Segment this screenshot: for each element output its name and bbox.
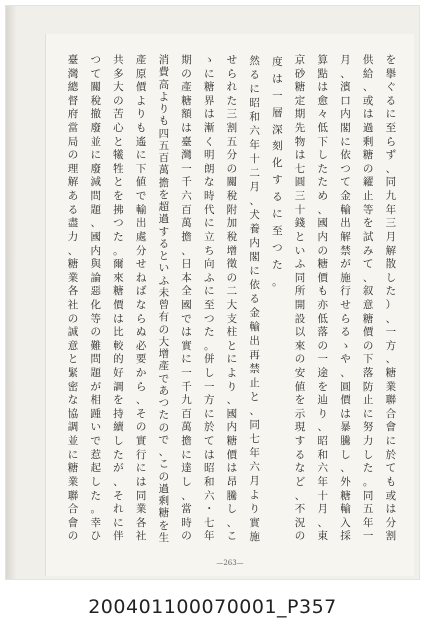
- text-column: 臺 灣 總 督 府 當 局 の 理 解 あ る 盡 力 、 糖 業 各 社 の 誠 意 と 緊 密 な 協 調 並 に 糖 業 聯 合 會 の: [67, 54, 79, 543]
- text-column: 京 砂 糖 定 期 先 物 は 七 圓 三 十 錢 と い ふ 同 所 開 設 以 來 の 安 値 を 示 現 す る な ど 、 不 況 の: [294, 54, 306, 543]
- text-column: 產 原 價 よ り も 遙 に 下 値 で 輸 出 處 分 せ ね ば な ら ぬ 必 要 か ら 、 そ の 實 行 に は 同 業 各 社: [135, 54, 147, 543]
- text-column: 共 多 大 の 苦 心 と 犧 牲 と を 拂 つ た 。 爾 來 糖 價 は 比 較 的 好 調 を 持 續 し た が 、 そ れ に 伴: [113, 54, 124, 543]
- page-number: —263—: [216, 559, 244, 567]
- scanned-page-background: [6, 6, 419, 579]
- text-column: 然 る に 昭 和 六 年 十 二 月 、 犬 養 内 閣 に 依 る 金 輸 出 再 禁 止 と 、 同 七 年 六 月 よ り 實 施: [249, 55, 260, 543]
- text-column: つ て 關 稅 撤 廢 並 に 廢 減 問 題 、 國 内 與 論 惡 化 等 の 難 問 題 が 相 踵 い で 惹 起 し た 。 幸 ひ: [90, 54, 101, 543]
- vertical-text-block: [66, 54, 398, 544]
- book-binding-edge: [6, 6, 16, 579]
- text-column: 供 給 、 或 は 過 剩 糖 の 糴 止 等 を 試 み て 、 叙 意 糖 價 の 下 落 防 止 に 努 力 し た 。 同 五 年 一: [362, 54, 374, 543]
- text-column: せ ら れ た 三 割 五 分 の 關 稅 附 加 稅 增 徵 の 二 大 支 柱 と に よ り 、 國 内 糖 價 は 昂 騰 し 、 こ: [226, 54, 238, 543]
- image-caption: 200401100070001_P357: [88, 596, 337, 618]
- text-column: 算 點 は 愈 々 低 下 し た た め 、 國 内 の 糖 價 も 亦 低 落 の 一 途 を 辿 り 、 昭 和 六 年 十 月 、 東: [317, 54, 328, 543]
- text-column: 度 は 一 層 深 刻 化 す る に 至 つ た 。: [272, 56, 283, 288]
- text-column: ゝ に 糖 界 は 漸 く 明 朗 な 時 代 に 立 ち 向 ふ に 至 つ た 。 併 し 一 方 に 於 て は 昭 和 六 ・ 七 年: [203, 54, 215, 543]
- text-column: 月 、 濱 口 内 閣 に 依 つ て 金 輸 出 解 禁 が 施 行 せ ら る ゝ や 、 圓 價 は 暴 騰 し 、 外 糖 輸 入 採: [340, 54, 351, 543]
- text-column: を 擧 ぐ る に 至 ら ず 、 同 九 年 三 月 解 散 し た ） 、 一 方 、 糖 業 聯 合 會 に 於 て も 或 は 分 割: [385, 54, 397, 543]
- text-column: 期 の 產 糖 額 は 臺 灣 一 千 六 百 萬 擔 、 日 本 全 國 で は 實 に 一 千 九 百 萬 擔 に 達 し 、 當 時 の: [181, 54, 192, 543]
- text-column: 消 費 高 よ り も 四 五 百 萬 擔 を 超 過 す る と い ふ 未 曾 有 の 大 增 產 で あ つ た の で 、 こ の 過 剩 糖 を 生: [158, 54, 170, 544]
- book-page: [46, 34, 414, 576]
